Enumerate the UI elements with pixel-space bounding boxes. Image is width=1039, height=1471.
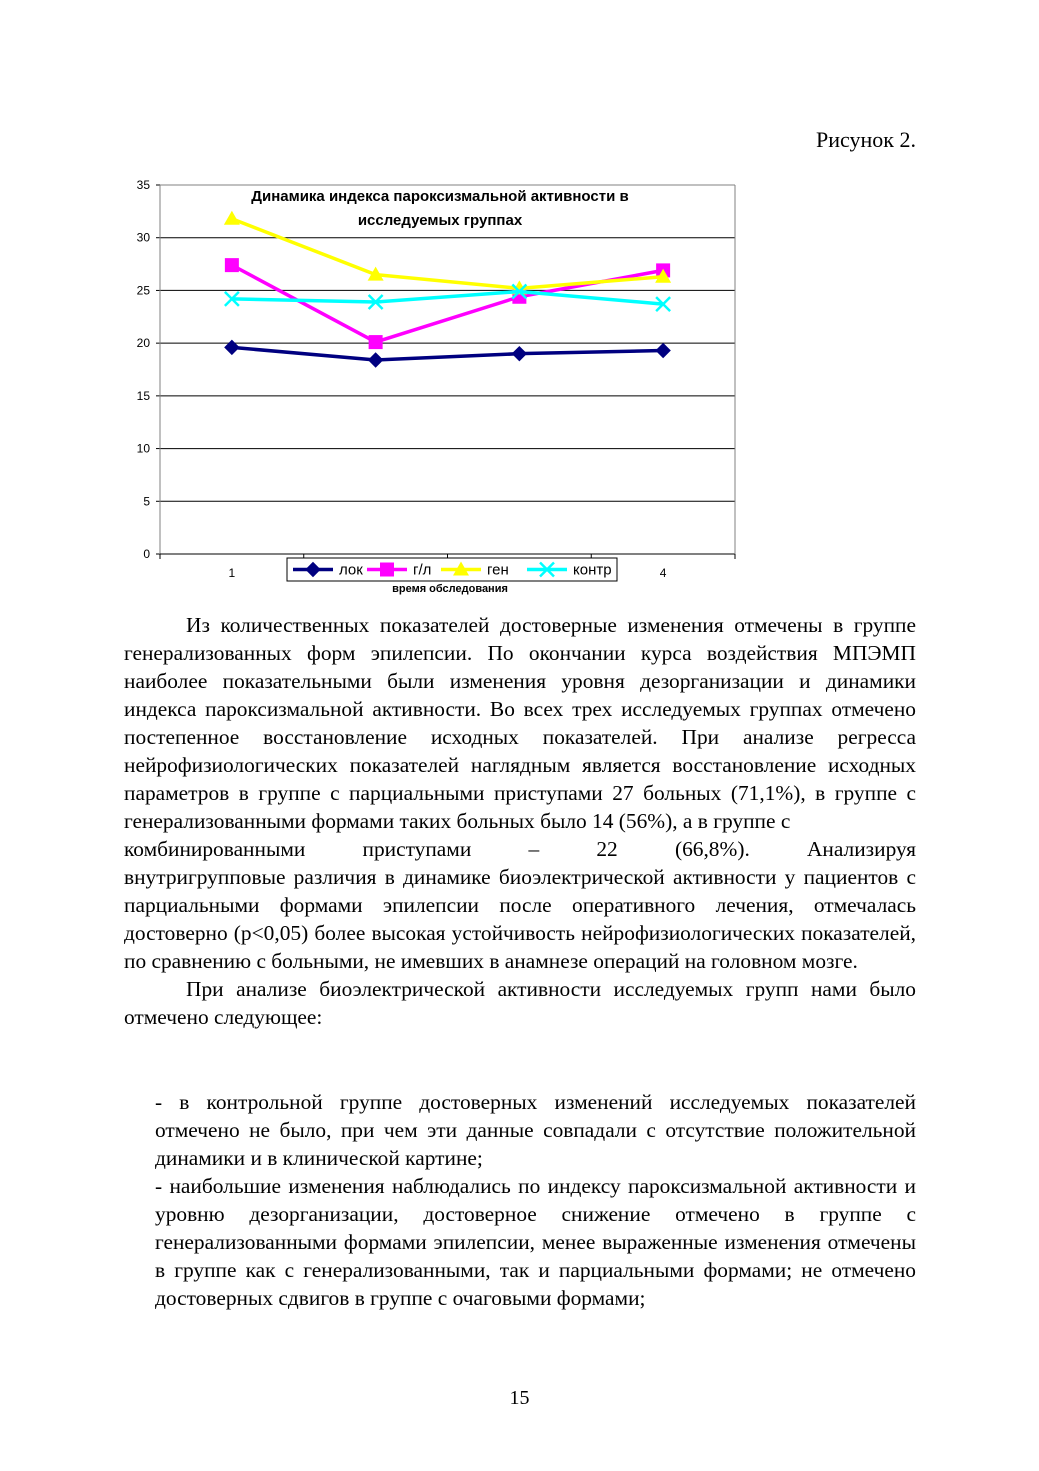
chart-axes xyxy=(156,185,735,559)
y-tick-label: 25 xyxy=(136,283,150,298)
data-point-лок xyxy=(369,353,383,367)
data-point-лок xyxy=(225,340,239,354)
x-tick-label: 4 xyxy=(659,566,667,580)
y-tick-labels xyxy=(137,178,151,561)
line-chart xyxy=(120,175,750,600)
chart-legend xyxy=(287,558,617,581)
legend-label-контр: контр xyxy=(573,561,612,579)
y-tick-label: 15 xyxy=(136,388,150,403)
legend-marker-г/л xyxy=(380,563,394,577)
y-tick-label: 30 xyxy=(136,230,150,245)
series-line-ген xyxy=(232,219,663,289)
y-tick-label: 20 xyxy=(136,336,150,351)
paragraph-1: Из количественных показателей достоверные изменения отмечены в группе генерализованных форм эпилепсии. По окончании курса воздействия МПЭМП наиболее показательными были изменения уровня дезорганизации и динамики индекса пароксизмальной активности. Во всех трех исследуемых группах отмечено постепенное восстановление исходных показателей. При анализе регресса нейрофизиологических показателей наглядным является восстановление исходных параметров в группе с парциальными приступами 27 больных (71,1%), в группе с генерализованными формами таких больных было 14 (56%), а в группе с xyxy=(124,613,916,833)
list-item: - наибольшие изменения наблюдались по индексу пароксизмальной активности и уровню дезорганизации, достоверное снижение отмечено в группе с генерализованными формами эпилепсии, менее выраженные изменения отмечены в группе как с генерализованными, так и парциальными формами; не отмечено достоверных сдвигов в группе с очаговыми формами; xyxy=(155,1174,916,1310)
chart-title-line2: исследуемых группах xyxy=(357,212,523,229)
list-item: - в контрольной группе достоверных изменений исследуемых показателей отмечено не было, при чем эти данные совпадали с отсутствие положительной динамики и в клинической картине; xyxy=(155,1090,916,1170)
x-tick-label: 1 xyxy=(228,566,236,580)
legend-label-г/л: г/л xyxy=(413,561,432,579)
y-tick-label: 35 xyxy=(136,178,150,192)
figure-label: Рисунок 2. xyxy=(816,127,916,152)
chart-title-line1: Динамика индекса пароксизмальной активности в xyxy=(251,188,629,205)
y-tick-label: 0 xyxy=(143,547,150,561)
body-text xyxy=(124,611,916,1031)
x-axis-label: время обследования xyxy=(392,583,508,595)
series-line-г/л xyxy=(232,265,663,342)
y-tick-label: 10 xyxy=(136,441,150,456)
paragraph-3: При анализе биоэлектрической активности исследуемых групп нами было отмечено следующее: xyxy=(124,977,916,1029)
chart-grid xyxy=(160,185,735,501)
findings-list xyxy=(155,1088,916,1312)
paragraph-2: внутригрупповые различия в динамике биоэлектрической активности у пациентов с парциальными формами эпилепсии после оперативного лечения, отмечалась достоверно (p<0,05) более высокая устойчивость нейрофизиологических показателей, по сравнению с больными, не имевших в анамнезе операций на головном мозге. xyxy=(124,865,916,973)
data-point-лок xyxy=(656,344,670,358)
data-point-г/л xyxy=(225,258,239,272)
paragraph-1-cont: комбинированными приступами – 22 (66,8%). Анализируя xyxy=(124,837,916,861)
data-point-г/л xyxy=(369,335,383,349)
y-tick-label: 5 xyxy=(143,494,150,509)
legend-label-лок: лок xyxy=(339,561,363,579)
data-point-ген xyxy=(224,211,240,225)
page-number: 15 xyxy=(509,1387,530,1409)
series-line-лок xyxy=(232,347,663,360)
data-point-лок xyxy=(512,347,526,361)
legend-label-ген: ген xyxy=(487,561,509,579)
